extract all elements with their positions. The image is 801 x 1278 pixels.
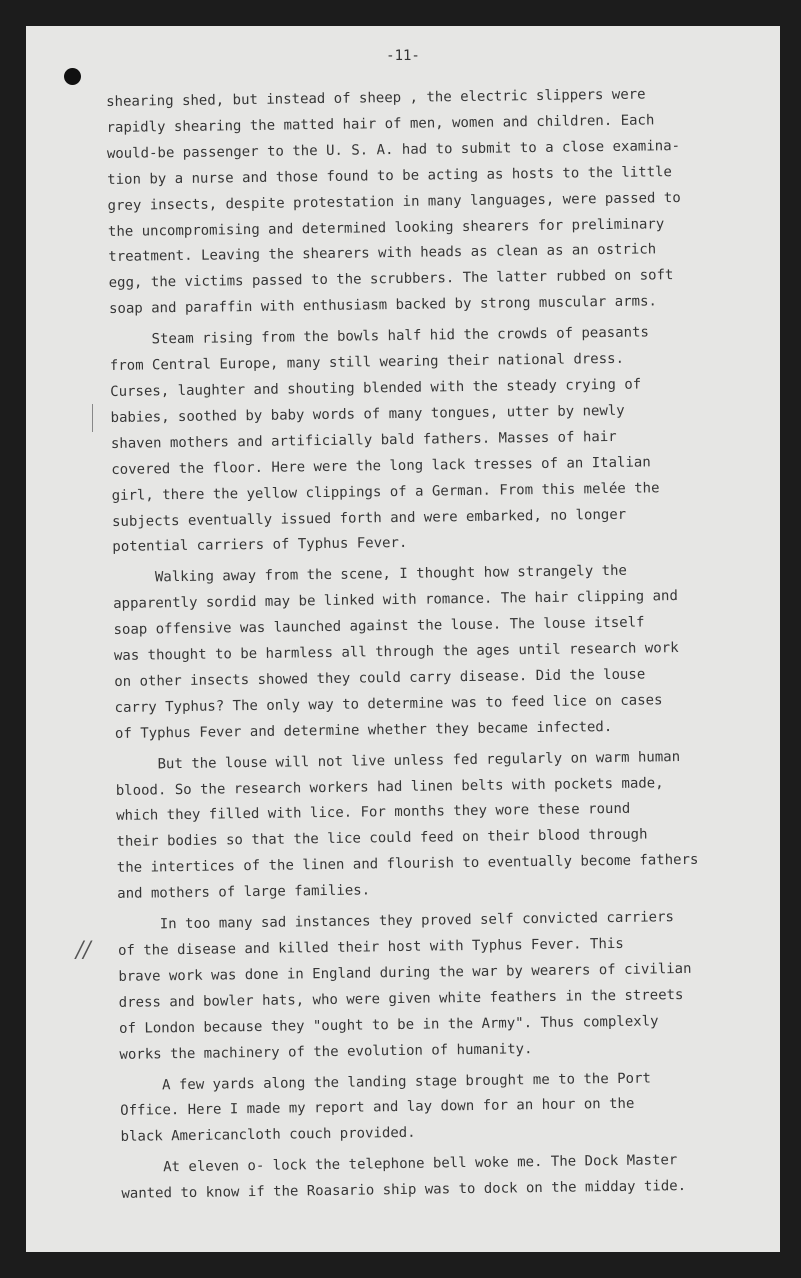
text-line: on other insects showed they could carry disease. Did the louse <box>114 666 646 690</box>
paragraph <box>106 81 769 323</box>
paragraph <box>117 904 779 1069</box>
text-line: of Typhus Fever and determine whether they became infected. <box>114 718 613 742</box>
paragraph <box>121 1147 780 1208</box>
text-line: which they filled with lice. For months they wore these round <box>116 801 631 825</box>
text-line: would-be passenger to the U. S. A. had to submit to a close examina- <box>106 137 681 162</box>
text-line: grey insects, despite protestation in many languages, were passed to <box>107 189 681 214</box>
text-line: Curses, laughter and shouting blended with the steady crying of <box>110 376 642 400</box>
text-line: apparently sordid may be linked with romance. The hair clipping and <box>113 588 678 613</box>
text-line: rapidly shearing the matted hair of men, women and children. Each <box>106 112 655 136</box>
text-line: babies, soothed by baby words of many tongues, utter by newly <box>110 402 625 426</box>
text-line: carry Typhus? The only way to determine was to feed lice on cases <box>114 692 663 716</box>
text-line: Office. Here I made my report and lay down for an hour on the <box>120 1096 635 1120</box>
text-line: potential carriers of Typhus Fever. <box>112 535 408 556</box>
text-line: from Central Europe, many still wearing their national dress. <box>109 350 625 375</box>
text-line: subjects eventually issued forth and were embarked, no longer <box>111 506 627 530</box>
paragraph <box>109 319 772 561</box>
text-line: shearing shed, but instead of sheep , the electric slippers were <box>106 86 646 110</box>
text-line: the intertices of the linen and flourish to eventually become fathers <box>116 852 699 877</box>
document-body <box>106 81 780 1213</box>
text-line: of the disease and killed their host with Typhus Fever. This <box>117 935 624 959</box>
text-line: brave work was done in England during the war by wearers of civilian <box>118 960 692 985</box>
text-line: At eleven o- lock the telephone bell woke me. The Dock Master <box>120 1152 678 1177</box>
text-line: of London because they "ought to be in the Army". Thus complexly <box>118 1013 659 1037</box>
text-line: black Americancloth couch provided. <box>120 1125 416 1146</box>
text-line: girl, there the yellow clippings of a German. From this melée the <box>111 479 660 504</box>
text-line: egg, the victims passed to the scrubbers. The latter rubbed on soft <box>108 267 674 292</box>
text-line: the uncompromising and determined looking shearers for preliminary <box>107 215 665 240</box>
paragraph <box>120 1064 780 1151</box>
text-line: their bodies so that the lice could feed on their blood through <box>116 826 648 851</box>
text-line: treatment. Leaving the shearers with heads as clean as an ostrich <box>108 241 657 266</box>
text-line: Walking away from the scene, I thought how strangely the <box>112 563 628 587</box>
punch-hole <box>64 68 81 85</box>
text-line: wanted to know if the Roasario ship was to dock on the midday tide. <box>121 1178 687 1203</box>
page-number: -11- <box>386 48 420 64</box>
text-line: Steam rising from the bowls half hid the crowds of peasants <box>109 324 649 349</box>
text-line: But the louse will not live unless fed regularly on warm human <box>115 748 681 773</box>
text-line: In too many sad instances they proved self convicted carriers <box>117 909 675 934</box>
text-line: was thought to be harmless all through the ages until research work <box>113 640 679 664</box>
margin-line-mark <box>92 404 93 432</box>
text-line: works the machinery of the evolution of humanity. <box>119 1040 533 1063</box>
text-line: shaven mothers and artificially bald fathers. Masses of hair <box>110 428 617 452</box>
text-line: covered the floor. Here were the long lack tresses of an Italian <box>111 454 651 478</box>
text-line: A few yards along the landing stage brought me to the Port <box>119 1070 651 1094</box>
paragraph <box>115 743 777 908</box>
text-line: blood. So the research workers had linen belts with pockets made, <box>115 774 664 799</box>
margin-note: // <box>76 938 91 963</box>
document-page <box>26 26 780 1252</box>
text-line: soap offensive was launched against the louse. The louse itself <box>113 614 645 639</box>
text-line: tion by a nurse and those found to be acting as hosts to the little <box>107 163 673 188</box>
paragraph <box>113 557 775 748</box>
text-line: dress and bowler hats, who were given white feathers in the streets <box>118 986 684 1011</box>
text-line: soap and paraffin with enthusiasm backed by strong muscular arms. <box>108 293 657 318</box>
text-line: and mothers of large families. <box>117 882 371 903</box>
